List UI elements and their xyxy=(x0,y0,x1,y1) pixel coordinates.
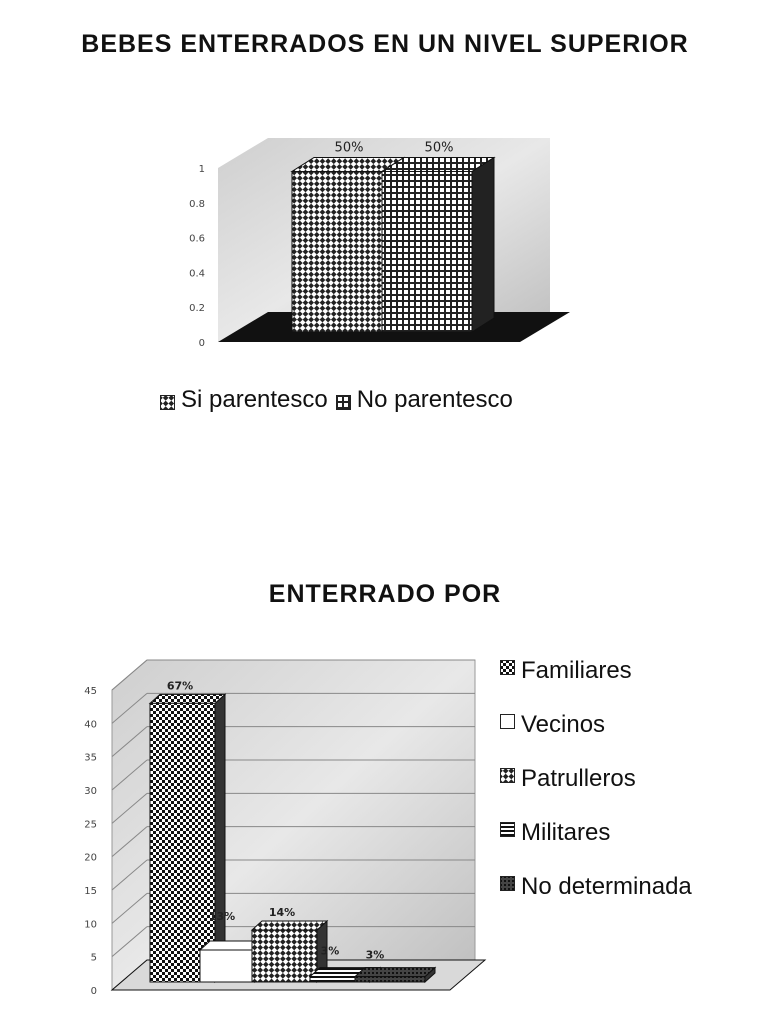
chart2-data-label: 67% xyxy=(166,679,194,693)
chart1-y-tick: 0.2 xyxy=(189,303,205,315)
legend-swatch-patrulleros xyxy=(500,768,515,783)
chart2-y-tick: 30 xyxy=(84,786,97,797)
legend-swatch-militares xyxy=(500,822,515,837)
chart1-plot xyxy=(189,138,570,349)
chart1-title-text: BEBES ENTERRADOS EN UN NIVEL SUPERIOR xyxy=(81,30,689,58)
chart1-bar-side xyxy=(472,157,494,332)
chart1-y-tick: 0.8 xyxy=(189,198,205,210)
chart1-legend-label: No parentesco xyxy=(356,386,513,413)
chart2-y-tick: 40 xyxy=(84,719,97,731)
chart1-bar-front xyxy=(292,171,382,332)
chart2-title-text: ENTERRADO POR xyxy=(268,580,502,608)
chart1-bar-no-parentesco xyxy=(382,157,494,332)
chart2-legend-item-patrulleros xyxy=(500,764,760,794)
chart2-legend-label: Vecinos xyxy=(521,711,606,738)
chart2-y-tick: 25 xyxy=(84,819,97,831)
chart2-y-tick: 45 xyxy=(84,686,97,697)
chart2-legend-label: Patrulleros xyxy=(521,765,636,792)
chart1-legend xyxy=(160,386,521,417)
chart1-y-tick: 1 xyxy=(198,164,205,175)
chart2-bar-side xyxy=(215,694,225,982)
chart1-data-label: 50% xyxy=(334,140,364,156)
legend-swatch-no-parentesco xyxy=(336,395,351,410)
chart1-legend-item-si-parentesco xyxy=(160,386,328,414)
legend-swatch-vecinos xyxy=(500,714,515,729)
chart2-bar-front xyxy=(252,930,317,982)
chart2-data-label: 13% xyxy=(208,910,236,923)
chart2-legend-label: Familiares xyxy=(521,657,632,684)
chart2-y-tick: 0 xyxy=(90,986,97,997)
chart2-y-tick: 35 xyxy=(84,752,97,764)
chart1-legend-label: Si parentesco xyxy=(181,386,328,413)
chart2-bar-top xyxy=(150,694,225,703)
legend-swatch-si-parentesco xyxy=(160,395,175,410)
chart2-bar-top xyxy=(252,921,327,930)
chart2-legend-label: Militares xyxy=(521,819,611,846)
chart1-data-label: 50% xyxy=(424,140,454,156)
chart2-legend-item-familiares xyxy=(500,656,760,686)
chart2-legend-item-vecinos xyxy=(500,710,760,740)
chart2-legend-label: No determinada xyxy=(521,873,692,900)
chart2-y-tick: 20 xyxy=(84,852,97,864)
chart2-data-label: 3% xyxy=(365,948,385,962)
chart2-bar-familiares xyxy=(150,694,225,982)
chart2-legend xyxy=(500,656,760,926)
chart2-plot xyxy=(84,660,485,997)
chart2-bar-front xyxy=(355,977,425,982)
chart2-y-tick: 5 xyxy=(90,952,97,964)
chart2-data-label: 14% xyxy=(268,906,296,919)
chart2-y-tick: 10 xyxy=(84,919,97,931)
chart2-bar-front xyxy=(200,950,255,982)
chart1-y-tick: 0 xyxy=(198,338,205,349)
chart1-legend-item-no-parentesco xyxy=(336,386,513,414)
legend-swatch-familiares xyxy=(500,660,515,675)
chart1-bar-front xyxy=(382,171,472,332)
chart2-bar-front xyxy=(150,703,215,982)
chart2-y-tick: 15 xyxy=(84,886,97,897)
chart2-bar-top xyxy=(355,968,435,977)
chart2-legend-item-militares xyxy=(500,818,760,848)
chart2-legend-item-no-determinada xyxy=(500,872,760,902)
chart1-y-tick: 0.6 xyxy=(189,233,205,245)
chart2-bar-no-determinada xyxy=(355,968,435,982)
chart1-y-tick: 0.4 xyxy=(189,268,205,280)
chart2-data-label: 3% xyxy=(320,944,340,958)
legend-swatch-no-determinada xyxy=(500,876,515,891)
